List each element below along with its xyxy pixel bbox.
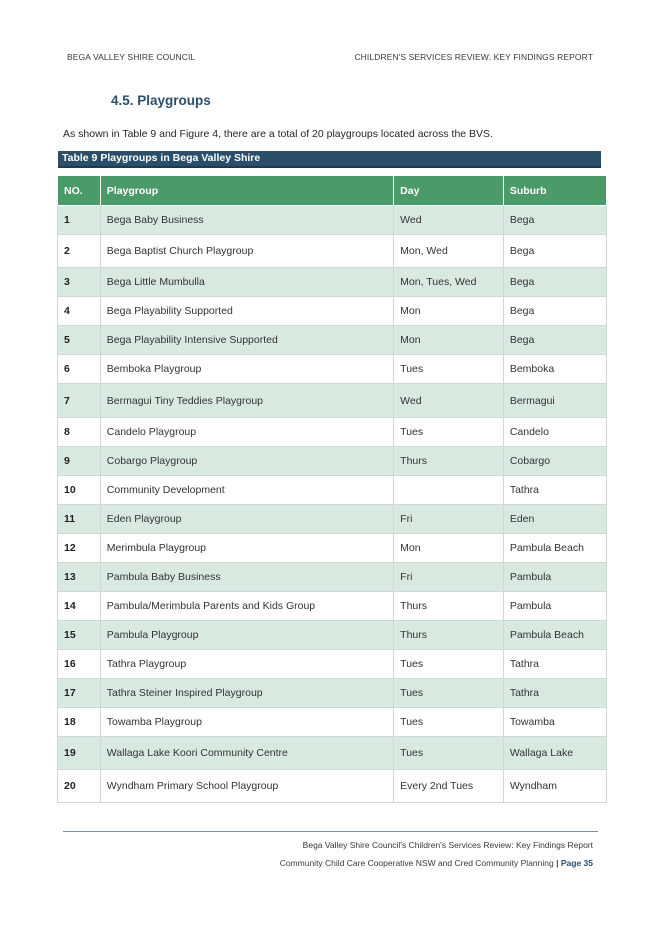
section-title: 4.5. Playgroups [111,93,211,108]
table-cell-no: 3 [58,268,101,297]
table-cell-no: 12 [58,534,101,563]
table-cell-suburb: Tathra [503,476,606,505]
table-row [58,737,607,770]
table-row [58,297,607,326]
table-row [58,621,607,650]
table-cell-day: Mon [394,297,504,326]
table-cell-no: 8 [58,418,101,447]
table-row [58,268,607,297]
table-cell-no: 9 [58,447,101,476]
table-cell-playgroup: Bega Playability Intensive Supported [100,326,393,355]
table-cell-playgroup: Bega Baby Business [100,206,393,235]
footer-authors: Community Child Care Cooperative NSW and Cred Community Planning [279,858,554,868]
table-cell-suburb: Pambula Beach [503,621,606,650]
table-row [58,235,607,268]
table-row [58,534,607,563]
table-cell-no: 17 [58,679,101,708]
table-cell-suburb: Bega [503,268,606,297]
table-cell-playgroup: Wyndham Primary School Playgroup [100,770,393,803]
table-cell-no: 20 [58,770,101,803]
table-cell-day: Tues [394,708,504,737]
table-cell-suburb: Pambula [503,563,606,592]
table-row [58,708,607,737]
column-header-day: Day [394,176,504,206]
table-cell-playgroup: Bega Playability Supported [100,297,393,326]
intro-paragraph: As shown in Table 9 and Figure 4, there are a total of 20 playgroups located across the BVS. [63,128,493,140]
table-cell-playgroup: Pambula/Merimbula Parents and Kids Group [100,592,393,621]
table-cell-day: Tues [394,418,504,447]
table-cell-suburb: Wallaga Lake [503,737,606,770]
table-cell-no: 5 [58,326,101,355]
table-cell-day: Thurs [394,621,504,650]
table-row [58,770,607,803]
table-cell-suburb: Bega [503,206,606,235]
running-header-right: CHILDREN'S SERVICES REVIEW: KEY FINDINGS REPORT [354,52,593,62]
table-cell-playgroup: Merimbula Playgroup [100,534,393,563]
table-cell-suburb: Eden [503,505,606,534]
table-cell-playgroup: Bega Little Mumbulla [100,268,393,297]
table-cell-suburb: Towamba [503,708,606,737]
table-cell-no: 1 [58,206,101,235]
table-cell-day: Mon, Tues, Wed [394,268,504,297]
table-cell-no: 18 [58,708,101,737]
footer-title: Bega Valley Shire Council's Children's Services Review: Key Findings Report [302,840,593,850]
table-cell-no: 13 [58,563,101,592]
table-cell-suburb: Candelo [503,418,606,447]
table-cell-no: 7 [58,384,101,418]
column-header-playgroup: Playgroup [100,176,393,206]
playgroups-table [57,175,607,803]
table-cell-playgroup: Towamba Playgroup [100,708,393,737]
footer-credits [280,858,593,868]
footer-separator: | [556,858,559,868]
table-row [58,326,607,355]
table-cell-day: Tues [394,737,504,770]
table-cell-day: Thurs [394,447,504,476]
table-cell-day: Fri [394,563,504,592]
table-cell-suburb: Bega [503,326,606,355]
table-cell-suburb: Tathra [503,650,606,679]
table-cell-day: Tues [394,650,504,679]
column-header-suburb: Suburb [503,176,606,206]
table-caption: Table 9 Playgroups in Bega Valley Shire [58,151,601,168]
table-cell-day: Tues [394,355,504,384]
table-cell-day: Tues [394,679,504,708]
table-cell-day: Mon [394,534,504,563]
table-cell-suburb: Bermagui [503,384,606,418]
column-header-no: NO. [58,176,101,206]
table-cell-no: 4 [58,297,101,326]
table-cell-playgroup: Tathra Playgroup [100,650,393,679]
table-cell-no: 16 [58,650,101,679]
table-row [58,679,607,708]
table-row [58,418,607,447]
table-cell-playgroup: Bega Baptist Church Playgroup [100,235,393,268]
table-cell-suburb: Bega [503,297,606,326]
table-cell-suburb: Tathra [503,679,606,708]
table-cell-day: Wed [394,206,504,235]
table-cell-no: 10 [58,476,101,505]
table-row [58,592,607,621]
table-header-row [58,176,607,206]
table-cell-day: Wed [394,384,504,418]
table-cell-playgroup: Cobargo Playgroup [100,447,393,476]
table-cell-no: 15 [58,621,101,650]
table-cell-suburb: Bega [503,235,606,268]
table-cell-suburb: Cobargo [503,447,606,476]
table-row [58,650,607,679]
table-row [58,563,607,592]
table-cell-day: Mon [394,326,504,355]
table-cell-playgroup: Tathra Steiner Inspired Playgroup [100,679,393,708]
table-row [58,476,607,505]
table-row [58,384,607,418]
table-cell-playgroup: Bemboka Playgroup [100,355,393,384]
page-number: Page 35 [560,858,593,868]
table-cell-day: Every 2nd Tues [394,770,504,803]
table-cell-no: 14 [58,592,101,621]
table-cell-day: Fri [394,505,504,534]
table-row [58,206,607,235]
table-cell-suburb: Wyndham [503,770,606,803]
table-row [58,447,607,476]
table-cell-day: Mon, Wed [394,235,504,268]
table-cell-no: 11 [58,505,101,534]
table-cell-playgroup: Pambula Playgroup [100,621,393,650]
table-cell-day [394,476,504,505]
table-cell-playgroup: Wallaga Lake Koori Community Centre [100,737,393,770]
table-row [58,505,607,534]
table-cell-no: 2 [58,235,101,268]
table-cell-suburb: Pambula [503,592,606,621]
footer-rule [63,831,598,832]
table-cell-no: 19 [58,737,101,770]
table-cell-suburb: Pambula Beach [503,534,606,563]
table-cell-day: Thurs [394,592,504,621]
table-cell-suburb: Bemboka [503,355,606,384]
table-cell-playgroup: Eden Playgroup [100,505,393,534]
table-cell-playgroup: Pambula Baby Business [100,563,393,592]
table-cell-playgroup: Candelo Playgroup [100,418,393,447]
table-cell-no: 6 [58,355,101,384]
table-cell-playgroup: Bermagui Tiny Teddies Playgroup [100,384,393,418]
running-header-left: BEGA VALLEY SHIRE COUNCIL [67,52,196,62]
table-cell-playgroup: Community Development [100,476,393,505]
table-row [58,355,607,384]
